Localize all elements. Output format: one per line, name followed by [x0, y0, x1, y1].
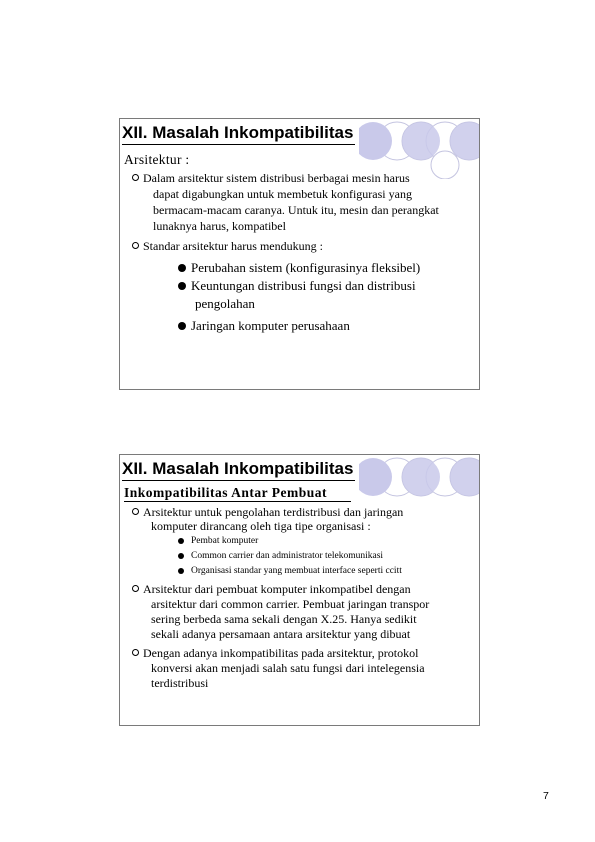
hollow-bullet-icon [132, 649, 139, 656]
list-item [178, 278, 416, 294]
text-line: terdistribusi [151, 676, 209, 690]
hollow-bullet-icon [132, 508, 139, 515]
list-item-text: Perubahan sistem (konfigurasinya fleksibel) [191, 260, 421, 275]
slide-subtitle: Inkompatibilitas Antar Pembuat [124, 485, 328, 500]
text-line: Dalam arsitektur sistem distribusi berbagai mesin harus [143, 171, 410, 185]
list-item [178, 536, 258, 546]
list-item [178, 566, 402, 576]
text-line: komputer dirancang oleh tiga tipe organisasi : [151, 519, 371, 533]
text-line: dapat digabungkan untuk membetuk konfigurasi yang [153, 187, 412, 201]
list-item-text: Pembat komputer [191, 536, 259, 546]
bullet-dot-icon [178, 553, 184, 559]
text-line: Dengan adanya inkompatibilitas pada arsitektur, protokol [143, 646, 419, 660]
list-item [178, 551, 383, 561]
list-item-text: Common carrier dan administrator telekomunikasi [191, 551, 384, 561]
slide-1 [119, 118, 480, 390]
subtitle-underline [124, 501, 351, 502]
text-line: konversi akan menjadi salah satu fungsi dari intelegensia [151, 661, 425, 675]
hollow-bullet-icon [132, 174, 139, 181]
text-line: sering berbeda sama sekali dengan X.25. Hanya sedikit [151, 612, 417, 626]
bullet-dot-icon [178, 538, 184, 544]
text-line: sekali adanya persamaan antara arsitektur yang dibuat [151, 627, 411, 641]
text-line: Standar arsitektur harus mendukung : [143, 239, 323, 253]
hollow-bullet-icon [132, 242, 139, 249]
list-item [178, 260, 420, 276]
text-line: bermacam-macam caranya. Untuk itu, mesin dan perangkat [153, 203, 439, 217]
list-item-text: Keuntungan distribusi fungsi dan distribusi [191, 278, 416, 293]
decorative-circles [359, 119, 479, 179]
list-item-continuation: pengolahan [195, 296, 255, 311]
slide-title: XII. Masalah Inkompatibilitas [122, 458, 355, 481]
slide-subtitle: Arsitektur : [124, 152, 190, 167]
list-item [178, 318, 350, 334]
bullet-dot-icon [178, 264, 186, 272]
list-item-text: Jaringan komputer perusahaan [191, 318, 350, 333]
slide-2 [119, 454, 480, 726]
slide-title: XII. Masalah Inkompatibilitas [122, 122, 355, 145]
bullet-dot-icon [178, 282, 186, 290]
text-line: Arsitektur dari pembuat komputer inkompatibel dengan [143, 582, 411, 596]
bullet-dot-icon [178, 322, 186, 330]
hollow-bullet-icon [132, 585, 139, 592]
page-number: 7 [543, 790, 549, 802]
list-item-text: Organisasi standar yang membuat interface seperti ccitt [191, 566, 402, 576]
text-line: arsitektur dari common carrier. Pembuat jaringan transpor [151, 597, 430, 611]
text-line: Arsitektur untuk pengolahan terdistribusi dan jaringan [143, 505, 404, 519]
text-line: lunaknya harus, kompatibel [153, 219, 286, 233]
bullet-dot-icon [178, 568, 184, 574]
